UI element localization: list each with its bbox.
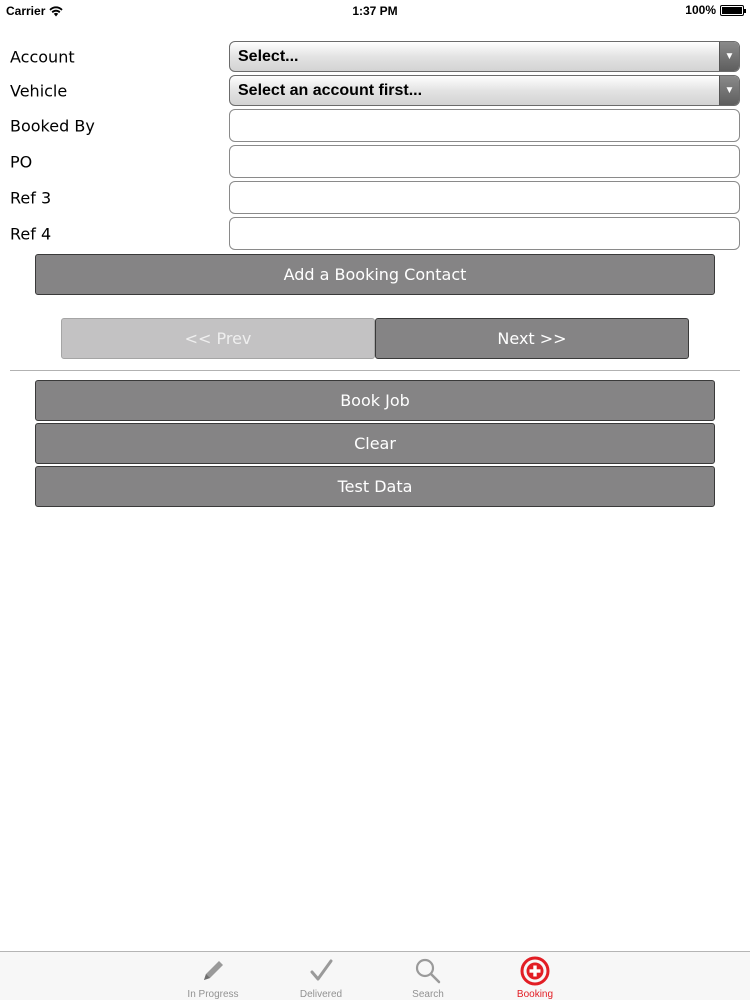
tab-search-label: Search: [412, 989, 444, 1000]
tab-delivered-label: Delivered: [299, 989, 343, 1000]
tab-bar: [0, 951, 750, 1000]
ref3-input[interactable]: [229, 181, 740, 214]
add-circle-icon: [520, 956, 550, 986]
account-row: [0, 40, 750, 74]
book-job-button[interactable]: Book Job: [35, 380, 715, 421]
battery-percent: 100%: [685, 3, 716, 17]
clear-button[interactable]: Clear: [35, 423, 715, 464]
account-select[interactable]: [229, 41, 740, 72]
ref4-input[interactable]: [229, 217, 740, 250]
po-label: PO: [10, 152, 33, 172]
account-label: Account: [10, 47, 75, 67]
tab-booking[interactable]: [490, 952, 580, 1000]
status-battery: [685, 3, 744, 17]
vehicle-select-value: Select an account first...: [238, 81, 423, 99]
booked-by-input[interactable]: [229, 109, 740, 142]
ref4-label: Ref 4: [10, 224, 52, 244]
ref3-row: [0, 181, 750, 215]
next-button[interactable]: Next >>: [375, 318, 689, 359]
tab-in-progress[interactable]: [168, 952, 258, 1000]
booked-by-label: Booked By: [10, 116, 95, 136]
vehicle-row: [0, 74, 750, 108]
ref3-label: Ref 3: [10, 188, 52, 208]
account-select-value: Select...: [238, 47, 299, 65]
po-input[interactable]: [229, 145, 740, 178]
search-icon: [413, 956, 443, 986]
tab-search[interactable]: [383, 952, 473, 1000]
status-time: 1:37 PM: [352, 4, 398, 18]
dropdown-arrow-icon: ▼: [719, 76, 739, 105]
ref4-row: [0, 217, 750, 251]
tab-booking-label: Booking: [516, 989, 554, 1000]
prev-button[interactable]: << Prev: [61, 318, 375, 359]
test-data-button[interactable]: Test Data: [35, 466, 715, 507]
tab-in-progress-label: In Progress: [187, 989, 239, 1000]
status-bar: [0, 0, 750, 22]
booked-by-row: [0, 109, 750, 143]
carrier-label: Carrier: [6, 4, 46, 18]
add-booking-contact-button[interactable]: Add a Booking Contact: [35, 254, 715, 295]
vehicle-select[interactable]: [229, 75, 740, 106]
tab-delivered[interactable]: [276, 952, 366, 1000]
dropdown-arrow-icon: ▼: [719, 42, 739, 71]
pencil-icon: [198, 956, 228, 986]
divider: [10, 370, 740, 371]
battery-icon: [720, 5, 744, 16]
vehicle-label: Vehicle: [10, 81, 68, 101]
checkmark-icon: [306, 956, 336, 986]
po-row: [0, 145, 750, 179]
